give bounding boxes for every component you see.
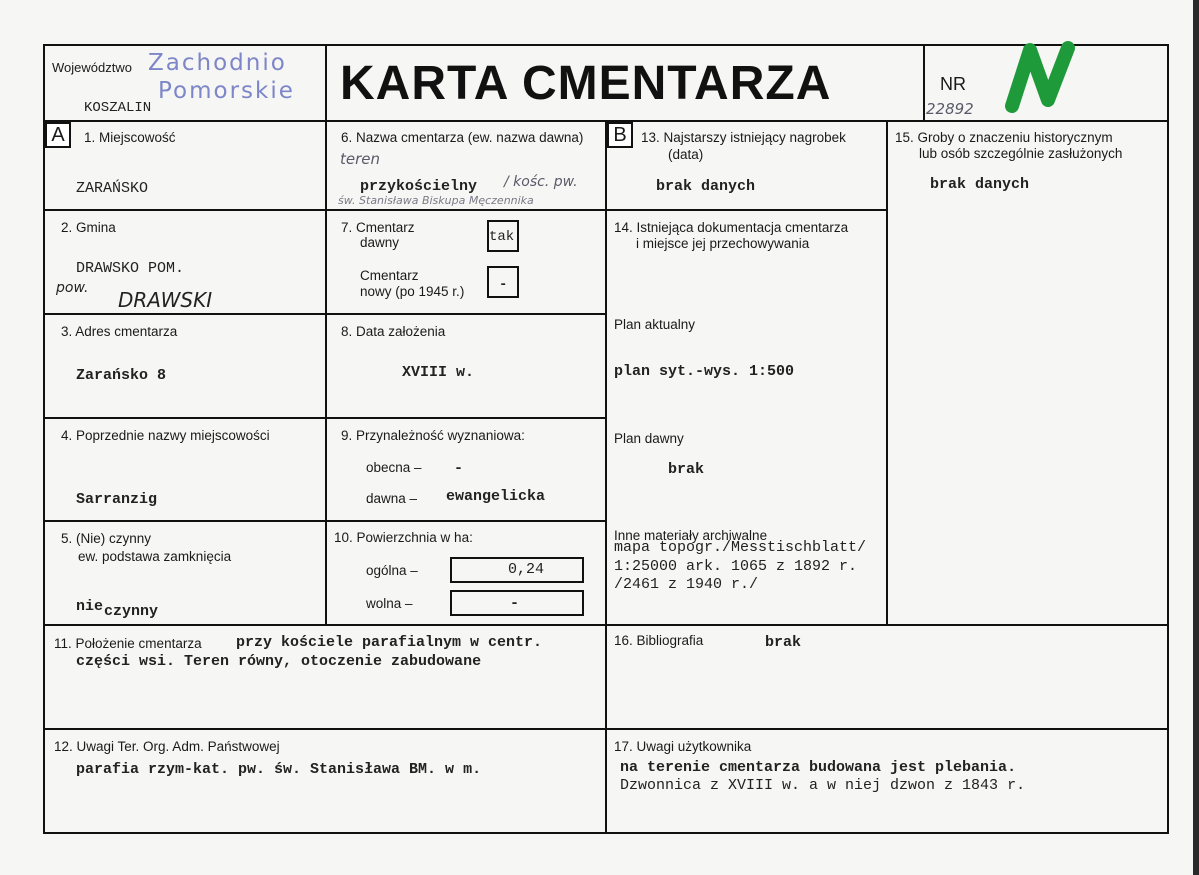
page-title: KARTA CMENTARZA — [340, 57, 832, 110]
stamp-line-2: Pomorskie — [158, 78, 295, 104]
f2-hand-prefix: pow. — [56, 280, 89, 296]
f7-dawny-value: tak — [489, 229, 515, 245]
f4-label: 4. Poprzednie nazwy miejscowości — [61, 428, 270, 443]
f14-inne-line-1: mapa topogr./Messtischblatt/ — [614, 539, 867, 556]
f9-obecna-label: obecna – — [366, 460, 422, 475]
f12-value: parafia rzym-kat. pw. św. Stanisława BM. w m. — [76, 761, 482, 778]
f7-label-2: dawny — [360, 235, 400, 250]
f17-value-line-2: Dzwonnica z XVIII w. a w niej dzwon z 1843 r. — [620, 777, 1026, 794]
f10-ogolna-value: 0,24 — [508, 561, 545, 578]
f2-hand-value: DRAWSKI — [118, 288, 213, 312]
col-divider-1 — [325, 44, 327, 626]
stamp-line-1: Zachodnio — [148, 50, 287, 76]
f6-label: 6. Nazwa cmentarza (ew. nazwa dawna) — [341, 130, 584, 145]
col-divider-3 — [886, 120, 888, 624]
scan-edge — [1193, 0, 1199, 875]
f7-nowy-value: - — [499, 277, 508, 293]
f1-label: 1. Miejscowość — [84, 130, 176, 145]
f9-dawna-label: dawna – — [366, 491, 418, 506]
f16-value: brak — [765, 634, 802, 651]
f5-value-a: nie — [76, 598, 104, 615]
f11-value-line-1: przy kościele parafialnym w centr. — [236, 634, 543, 651]
f5-label-2: ew. podstawa zamknięcia — [78, 549, 232, 564]
f16-label: 16. Bibliografia — [614, 633, 704, 648]
f8-label: 8. Data założenia — [341, 324, 446, 339]
f12-label: 12. Uwagi Ter. Org. Adm. Państwowej — [54, 739, 280, 754]
f7-label-3: Cmentarz — [360, 268, 419, 283]
f5-label-1: 5. (Nie) czynny — [61, 531, 152, 546]
f10-wolna-value: - — [510, 595, 520, 612]
f10-wolna-label: wolna – — [366, 596, 413, 611]
f9-obecna-value: - — [454, 460, 464, 477]
f17-value-line-1: na terenie cmentarza budowana jest plebania. — [620, 759, 1017, 776]
f3-value: Zarańsko 8 — [76, 367, 167, 384]
f10-label: 10. Powierzchnia w ha: — [334, 530, 473, 545]
f6-hand-line2: św. Stanisława Biskupa Męczennika — [338, 194, 534, 207]
f14-inne-label: Inne materiały archiwalne — [614, 528, 768, 543]
green-mark — [1004, 40, 1084, 123]
f14-plan-aktualny-label: Plan aktualny — [614, 317, 696, 332]
f6-value: przykościelny — [360, 178, 478, 195]
f4-value: Sarranzig — [76, 491, 158, 508]
f14-label-2: i miejsce jej przechowywania — [636, 236, 810, 251]
f14-inne-line-3: /2461 z 1940 r./ — [614, 576, 759, 593]
f9-dawna-value: ewangelicka — [446, 488, 546, 505]
f7-dawny-box — [487, 220, 519, 252]
col-divider-2 — [605, 120, 607, 834]
f17-label: 17. Uwagi użytkownika — [614, 739, 752, 754]
f15-value: brak danych — [930, 176, 1030, 193]
f15-label-2: lub osób szczególnie zasłużonych — [919, 146, 1123, 161]
f9-label: 9. Przynależność wyznaniowa: — [341, 428, 525, 443]
f6-hand-top: teren — [340, 150, 381, 168]
section-a-letter: A — [45, 122, 71, 148]
section-b-letter: B — [607, 122, 633, 148]
f7-label-4: nowy (po 1945 r.) — [360, 284, 465, 299]
f14-plan-dawny-value: brak — [668, 461, 705, 478]
nr-value: 22892 — [926, 100, 974, 118]
f15-label-1: 15. Groby o znaczeniu historycznym — [895, 130, 1113, 145]
wojewodztwo-label: Województwo — [52, 60, 132, 75]
f5-value-b: czynny — [104, 603, 159, 620]
f13-label-1: 13. Najstarszy istniejący nagrobek — [641, 130, 846, 145]
f14-plan-aktualny-value: plan syt.-wys. 1:500 — [614, 363, 795, 380]
f6-hand-suffix: / kośc. pw. — [504, 174, 578, 190]
f14-label-1: 14. Istniejąca dokumentacja cmentarza — [614, 220, 849, 235]
f1-value: ZARAŃSKO — [76, 180, 149, 197]
region-typed: KOSZALIN — [84, 100, 152, 116]
f3-label: 3. Adres cmentarza — [61, 324, 178, 339]
f7-label-1: 7. Cmentarz — [341, 220, 415, 235]
f8-value: XVIII w. — [402, 364, 475, 381]
f14-plan-dawny-label: Plan dawny — [614, 431, 684, 446]
row-divider-1 — [43, 209, 888, 211]
f13-value: brak danych — [656, 178, 756, 195]
f2-label: 2. Gmina — [61, 220, 116, 235]
f11-value-line-2: części wsi. Teren równy, otoczenie zabudowane — [76, 653, 482, 670]
row-divider-6 — [43, 728, 1169, 730]
row-divider-4 — [43, 520, 606, 522]
nr-divider — [923, 44, 925, 121]
f10-ogolna-box — [450, 557, 584, 583]
row-divider-3 — [43, 417, 606, 419]
f7-nowy-box — [487, 266, 519, 298]
f11-label: 11. Położenie cmentarza — [54, 636, 202, 651]
f10-wolna-box — [450, 590, 584, 616]
f10-ogolna-label: ogólna – — [366, 563, 418, 578]
f14-inne-line-2: 1:25000 ark. 1065 z 1892 r. — [614, 558, 858, 575]
row-divider-2 — [43, 313, 606, 315]
f2-value: DRAWSKO POM. — [76, 260, 185, 277]
nr-label: NR — [940, 74, 966, 94]
row-divider-5 — [43, 624, 1169, 626]
f13-label-2: (data) — [668, 147, 704, 162]
